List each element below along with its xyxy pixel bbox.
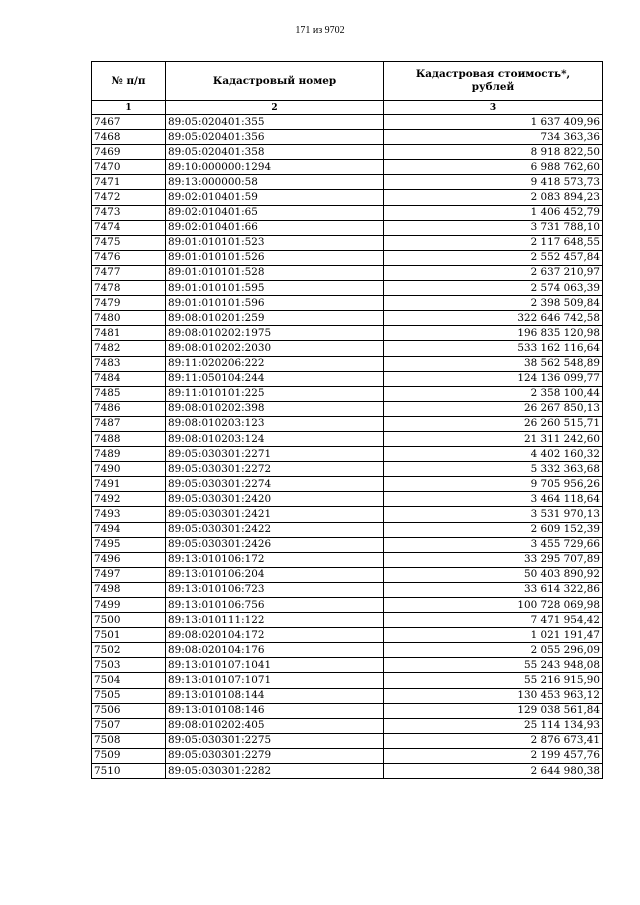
cadastral-number-cell: 89:02:010401:66 (166, 220, 384, 235)
row-number-cell: 7472 (92, 190, 166, 205)
table-row (92, 718, 603, 733)
row-number-cell: 7496 (92, 552, 166, 567)
cadastral-number-cell: 89:05:020401:356 (166, 130, 384, 145)
row-number-cell: 7482 (92, 341, 166, 356)
table-row (92, 416, 603, 431)
row-number-cell: 7497 (92, 567, 166, 582)
cadastral-number-cell: 89:08:010203:124 (166, 431, 384, 446)
table-row (92, 613, 603, 628)
cadastral-number-cell: 89:01:010101:596 (166, 296, 384, 311)
row-number-cell: 7490 (92, 462, 166, 477)
table-row (92, 250, 603, 265)
cadastral-cost-cell: 2 644 980,38 (384, 764, 603, 779)
cadastral-number-cell: 89:05:030301:2272 (166, 462, 384, 477)
row-number-cell: 7498 (92, 582, 166, 597)
cadastral-number-cell: 89:13:000000:58 (166, 175, 384, 190)
row-number-cell: 7507 (92, 718, 166, 733)
table-row (92, 235, 603, 250)
cadastral-cost-cell: 7 471 954,42 (384, 613, 603, 628)
table-row (92, 462, 603, 477)
cadastral-cost-cell: 124 136 099,77 (384, 371, 603, 386)
cadastral-number-cell: 89:05:030301:2274 (166, 477, 384, 492)
row-number-cell: 7506 (92, 703, 166, 718)
row-number-cell: 7504 (92, 673, 166, 688)
cadastral-cost-cell: 38 562 548,89 (384, 356, 603, 371)
cadastral-cost-cell: 2 083 894,23 (384, 190, 603, 205)
cadastral-cost-cell: 3 464 118,64 (384, 492, 603, 507)
table-row (92, 296, 603, 311)
cadastral-number-cell: 89:13:010106:172 (166, 552, 384, 567)
cadastral-cost-cell: 2 609 152,39 (384, 522, 603, 537)
table-row (92, 552, 603, 567)
cadastral-number-cell: 89:05:030301:2422 (166, 522, 384, 537)
table-row (92, 688, 603, 703)
cadastral-number-cell: 89:01:010101:523 (166, 235, 384, 250)
cadastral-cost-cell: 2 637 210,97 (384, 265, 603, 280)
cadastral-cost-cell: 533 162 116,64 (384, 341, 603, 356)
column-number-3: 3 (384, 101, 603, 115)
cadastral-cost-cell: 4 402 160,32 (384, 447, 603, 462)
row-number-cell: 7469 (92, 145, 166, 160)
row-number-cell: 7494 (92, 522, 166, 537)
row-number-cell: 7474 (92, 220, 166, 235)
cadastral-cost-cell: 50 403 890,92 (384, 567, 603, 582)
cadastral-number-cell: 89:05:030301:2275 (166, 733, 384, 748)
header-cost-line2: рублей (471, 81, 515, 93)
cadastral-number-cell: 89:13:010107:1041 (166, 658, 384, 673)
table-row (92, 582, 603, 597)
table-row (92, 492, 603, 507)
table-row (92, 311, 603, 326)
row-number-cell: 7485 (92, 386, 166, 401)
cadastral-cost-cell: 130 453 963,12 (384, 688, 603, 703)
cadastral-number-cell: 89:08:010202:405 (166, 718, 384, 733)
table-row (92, 371, 603, 386)
cadastral-cost-cell: 3 731 788,10 (384, 220, 603, 235)
table-row (92, 281, 603, 296)
table-row (92, 537, 603, 552)
table-row (92, 130, 603, 145)
table-row (92, 160, 603, 175)
cadastral-number-cell: 89:08:020104:172 (166, 628, 384, 643)
row-number-cell: 7487 (92, 416, 166, 431)
cadastral-number-cell: 89:11:020206:222 (166, 356, 384, 371)
row-number-cell: 7475 (92, 235, 166, 250)
cadastral-cost-table (91, 61, 603, 779)
cadastral-cost-cell: 2 574 063,39 (384, 281, 603, 296)
row-number-cell: 7488 (92, 431, 166, 446)
table-row (92, 477, 603, 492)
row-number-cell: 7470 (92, 160, 166, 175)
cadastral-number-cell: 89:02:010401:59 (166, 190, 384, 205)
table-row (92, 658, 603, 673)
table-row (92, 598, 603, 613)
table-row (92, 265, 603, 280)
cadastral-number-cell: 89:05:030301:2420 (166, 492, 384, 507)
cadastral-cost-cell: 1 406 452,79 (384, 205, 603, 220)
row-number-cell: 7489 (92, 447, 166, 462)
table-body (92, 115, 603, 779)
cadastral-number-cell: 89:08:010201:259 (166, 311, 384, 326)
row-number-cell: 7495 (92, 537, 166, 552)
row-number-cell: 7491 (92, 477, 166, 492)
table-row (92, 145, 603, 160)
table-row (92, 386, 603, 401)
cadastral-number-cell: 89:08:010202:2030 (166, 341, 384, 356)
cadastral-cost-cell: 1 021 191,47 (384, 628, 603, 643)
cadastral-number-cell: 89:05:030301:2421 (166, 507, 384, 522)
cadastral-number-cell: 89:13:010108:144 (166, 688, 384, 703)
table-row (92, 356, 603, 371)
cadastral-cost-cell: 21 311 242,60 (384, 431, 603, 446)
header-cost-line1: Кадастровая стоимость*, (415, 68, 571, 80)
table-row (92, 673, 603, 688)
cadastral-cost-cell: 2 199 457,76 (384, 748, 603, 763)
cadastral-cost-cell: 33 614 322,86 (384, 582, 603, 597)
cadastral-number-cell: 89:05:030301:2279 (166, 748, 384, 763)
cadastral-number-cell: 89:08:010203:123 (166, 416, 384, 431)
cadastral-cost-cell: 1 637 409,96 (384, 115, 603, 130)
cadastral-cost-cell: 2 055 296,09 (384, 643, 603, 658)
table-row (92, 190, 603, 205)
cadastral-cost-cell: 3 455 729,66 (384, 537, 603, 552)
row-number-cell: 7499 (92, 598, 166, 613)
table-row (92, 643, 603, 658)
column-number-row (92, 101, 603, 115)
row-number-cell: 7478 (92, 281, 166, 296)
row-number-cell: 7500 (92, 613, 166, 628)
cadastral-cost-cell: 100 728 069,98 (384, 598, 603, 613)
table-row (92, 764, 603, 779)
row-number-cell: 7477 (92, 265, 166, 280)
table-row (92, 628, 603, 643)
row-number-cell: 7484 (92, 371, 166, 386)
cadastral-number-cell: 89:01:010101:526 (166, 250, 384, 265)
row-number-cell: 7471 (92, 175, 166, 190)
row-number-cell: 7481 (92, 326, 166, 341)
cadastral-cost-cell: 322 646 742,58 (384, 311, 603, 326)
cadastral-number-cell: 89:11:050104:244 (166, 371, 384, 386)
table-row (92, 703, 603, 718)
header-row-number: № п/п (92, 62, 166, 101)
row-number-cell: 7486 (92, 401, 166, 416)
table-row (92, 401, 603, 416)
cadastral-cost-cell: 8 918 822,50 (384, 145, 603, 160)
cadastral-number-cell: 89:13:010106:723 (166, 582, 384, 597)
row-number-cell: 7502 (92, 643, 166, 658)
cadastral-cost-cell: 26 267 850,13 (384, 401, 603, 416)
cadastral-number-cell: 89:05:030301:2271 (166, 447, 384, 462)
row-number-cell: 7505 (92, 688, 166, 703)
row-number-cell: 7493 (92, 507, 166, 522)
row-number-cell: 7509 (92, 748, 166, 763)
table-row (92, 341, 603, 356)
table-header-row (92, 62, 603, 101)
table-row (92, 507, 603, 522)
cadastral-number-cell: 89:08:020104:176 (166, 643, 384, 658)
row-number-cell: 7483 (92, 356, 166, 371)
cadastral-number-cell: 89:05:020401:358 (166, 145, 384, 160)
cadastral-cost-cell: 734 363,36 (384, 130, 603, 145)
cadastral-cost-cell: 3 531 970,13 (384, 507, 603, 522)
table-row (92, 326, 603, 341)
table-row (92, 205, 603, 220)
table-row (92, 733, 603, 748)
cadastral-number-cell: 89:13:010107:1071 (166, 673, 384, 688)
row-number-cell: 7468 (92, 130, 166, 145)
row-number-cell: 7473 (92, 205, 166, 220)
table-row (92, 115, 603, 130)
row-number-cell: 7501 (92, 628, 166, 643)
cadastral-cost-cell: 9 418 573,73 (384, 175, 603, 190)
row-number-cell: 7476 (92, 250, 166, 265)
cadastral-cost-cell: 2 358 100,44 (384, 386, 603, 401)
row-number-cell: 7479 (92, 296, 166, 311)
cadastral-cost-cell: 196 835 120,98 (384, 326, 603, 341)
cadastral-number-cell: 89:05:020401:355 (166, 115, 384, 130)
cadastral-cost-cell: 55 243 948,08 (384, 658, 603, 673)
cadastral-cost-cell: 5 332 363,68 (384, 462, 603, 477)
cadastral-number-cell: 89:13:010108:146 (166, 703, 384, 718)
table-row (92, 431, 603, 446)
cadastral-cost-cell: 2 552 457,84 (384, 250, 603, 265)
table-row (92, 175, 603, 190)
row-number-cell: 7492 (92, 492, 166, 507)
table-row (92, 567, 603, 582)
row-number-cell: 7508 (92, 733, 166, 748)
row-number-cell: 7510 (92, 764, 166, 779)
row-number-cell: 7480 (92, 311, 166, 326)
table-row (92, 447, 603, 462)
cadastral-number-cell: 89:10:000000:1294 (166, 160, 384, 175)
cadastral-number-cell: 89:13:010106:756 (166, 598, 384, 613)
cadastral-number-cell: 89:08:010202:1975 (166, 326, 384, 341)
cadastral-cost-cell: 129 038 561,84 (384, 703, 603, 718)
cadastral-cost-cell: 2 117 648,55 (384, 235, 603, 250)
table-row (92, 522, 603, 537)
cadastral-number-cell: 89:05:030301:2282 (166, 764, 384, 779)
cadastral-number-cell: 89:01:010101:528 (166, 265, 384, 280)
header-cadastral-number: Кадастровый номер (166, 62, 384, 101)
cadastral-cost-cell: 55 216 915,90 (384, 673, 603, 688)
cadastral-number-cell: 89:08:010202:398 (166, 401, 384, 416)
header-cadastral-cost (384, 62, 603, 101)
cadastral-number-cell: 89:13:010106:204 (166, 567, 384, 582)
cadastral-cost-cell: 9 705 956,26 (384, 477, 603, 492)
row-number-cell: 7467 (92, 115, 166, 130)
table-row (92, 748, 603, 763)
cadastral-cost-cell: 2 398 509,84 (384, 296, 603, 311)
row-number-cell: 7503 (92, 658, 166, 673)
cadastral-number-cell: 89:13:010111:122 (166, 613, 384, 628)
cadastral-number-cell: 89:11:010101:225 (166, 386, 384, 401)
column-number-2: 2 (166, 101, 384, 115)
cadastral-cost-cell: 33 295 707,89 (384, 552, 603, 567)
table-row (92, 220, 603, 235)
cadastral-number-cell: 89:05:030301:2426 (166, 537, 384, 552)
cadastral-number-cell: 89:02:010401:65 (166, 205, 384, 220)
cadastral-cost-cell: 26 260 515,71 (384, 416, 603, 431)
cadastral-cost-cell: 25 114 134,93 (384, 718, 603, 733)
column-number-1: 1 (92, 101, 166, 115)
page-number-header: 171 из 9702 (295, 25, 345, 36)
cadastral-cost-cell: 6 988 762,60 (384, 160, 603, 175)
cadastral-number-cell: 89:01:010101:595 (166, 281, 384, 296)
cadastral-cost-cell: 2 876 673,41 (384, 733, 603, 748)
